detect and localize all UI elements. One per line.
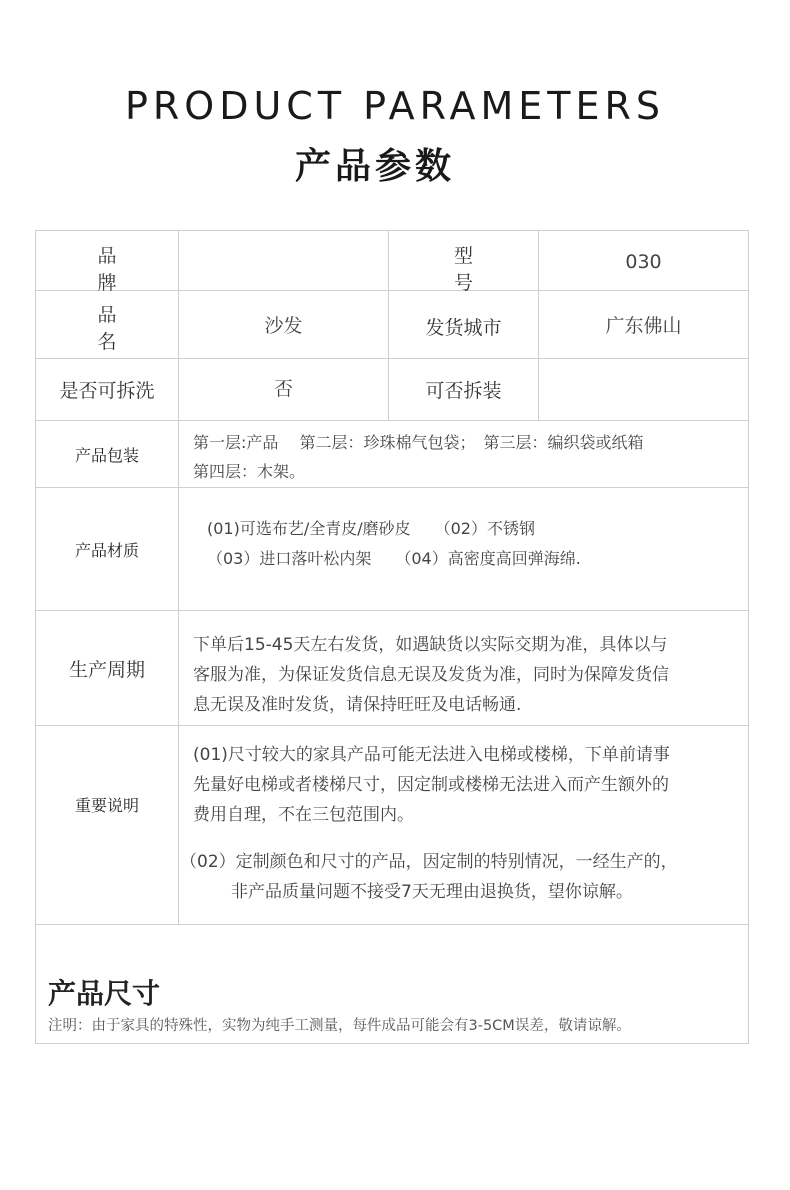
page-title-en: PRODUCT PARAMETERS xyxy=(124,84,665,128)
cycle-line: 客服为准，为保证发货信息无误及发货为准，同时为保障发货信 xyxy=(193,665,669,685)
model-label: 型号 xyxy=(453,245,511,294)
table-line xyxy=(35,230,749,231)
packaging-line: 第四层：木架。 xyxy=(193,462,306,481)
detachable-value xyxy=(539,359,748,420)
name-label: 品名 xyxy=(97,303,155,353)
material-line: (01)可选布艺/全青皮/磨砂皮 （02）不锈钢 xyxy=(207,519,535,538)
packaging-label: 产品包装 xyxy=(74,445,139,465)
brand-label: 品牌 xyxy=(97,245,155,294)
page-title-cn: 产品参数 xyxy=(294,146,455,187)
detachable-label: 可否拆装 xyxy=(425,380,502,402)
cycle-line: 下单后15-45天左右发货，如遇缺货以实际交期为准，具体以与 xyxy=(193,635,668,655)
notes-label: 重要说明 xyxy=(74,795,139,815)
size-section-title: 产品尺寸 xyxy=(48,977,161,1010)
cycle-label: 生产周期 xyxy=(68,658,145,681)
ship-city-label: 发货城市 xyxy=(425,317,502,339)
material-label: 产品材质 xyxy=(74,540,139,560)
size-section-note: 注明：由于家具的特殊性，实物为纯手工测量，每件成品可能会有3-5CM误差，敬请谅解。 xyxy=(48,1018,631,1034)
washable-label: 是否可拆洗 xyxy=(59,380,155,402)
brand-value xyxy=(179,231,388,290)
notes-line: 费用自理，不在三包范围内。 xyxy=(193,805,414,825)
packaging-line: 第一层:产品 第二层：珍珠棉气包袋； 第三层：编织袋或纸箱 xyxy=(193,433,644,452)
table-line xyxy=(35,1043,749,1044)
material-line: （03）进口落叶松内架 （04）高密度高回弹海绵. xyxy=(207,549,581,568)
name-value: 沙发 xyxy=(264,315,303,337)
notes-line: （02）定制颜色和尺寸的产品，因定制的特别情况，一经生产的， xyxy=(180,852,678,872)
notes-line: 非产品质量问题不接受7天无理由退换货，望你谅解。 xyxy=(231,882,633,902)
table-line xyxy=(748,230,749,1044)
cycle-line: 息无误及准时发货，请保持旺旺及电话畅通. xyxy=(193,695,522,715)
model-value: 030 xyxy=(625,251,662,273)
table-line xyxy=(35,924,749,925)
notes-line: 先量好电梯或者楼梯尺寸，因定制或楼梯无法进入而产生额外的 xyxy=(193,775,669,795)
ship-city-value: 广东佛山 xyxy=(605,315,682,337)
washable-value: 否 xyxy=(273,378,293,400)
notes-line: (01)尺寸较大的家具产品可能无法进入电梯或楼梯，下单前请事 xyxy=(193,745,670,765)
